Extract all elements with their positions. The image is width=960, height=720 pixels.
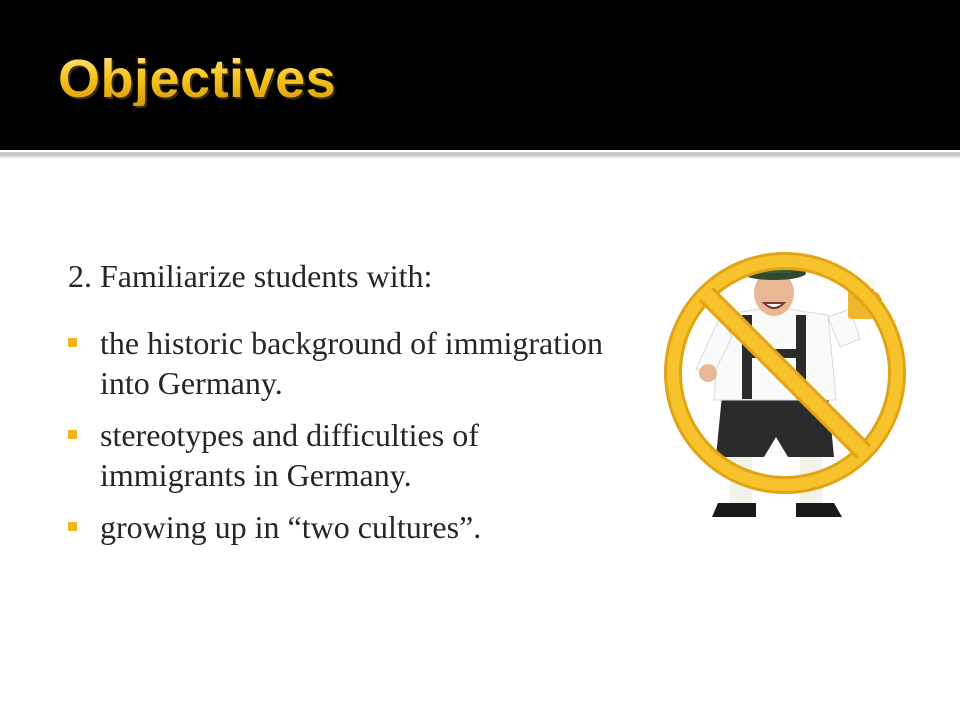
list-item [68,415,628,495]
list-item [68,323,628,403]
slide-title: Objectives [58,49,337,109]
square-bullet-icon [68,430,77,439]
list-item [68,507,628,547]
title-divider-shadow [0,156,960,158]
no-stereotype-illustration [660,245,910,520]
list-item-text: growing up in “two cultures”. [100,509,482,545]
intro-text: 2. Familiarize students with: [68,258,433,294]
list-item-text: stereotypes and difficulties of immigrants in Germany. [100,417,479,493]
square-bullet-icon [68,522,77,531]
list-item-text: the historic background of immigration into Germany. [100,325,603,401]
square-bullet-icon [68,338,77,347]
objectives-list [68,323,628,559]
